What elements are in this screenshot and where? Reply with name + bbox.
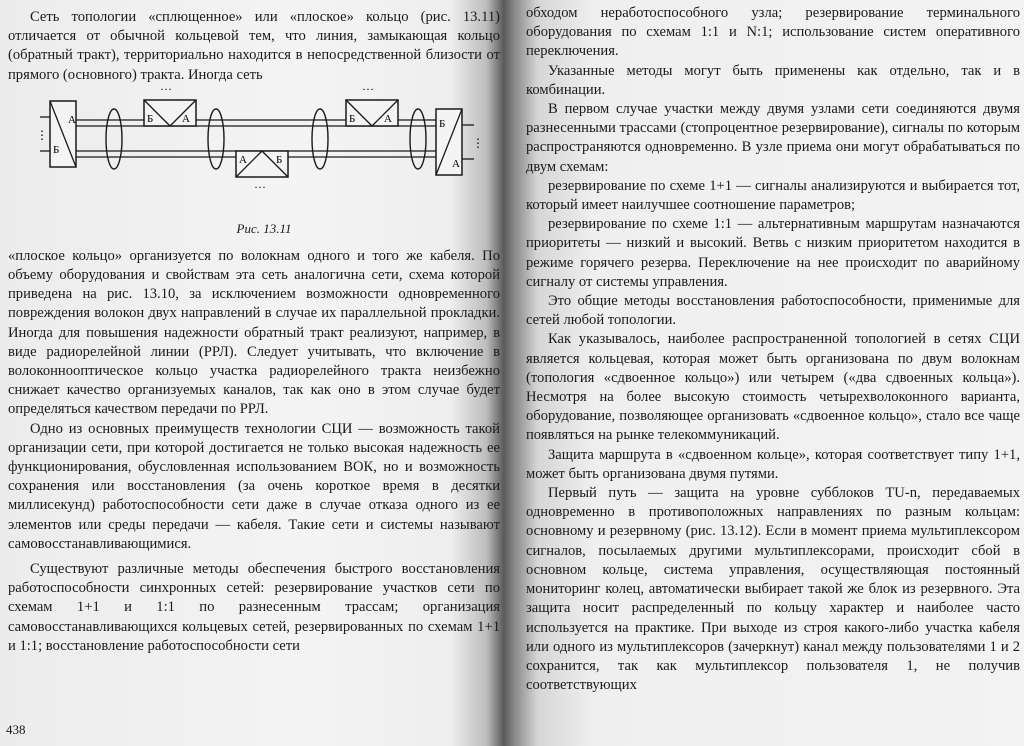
right-paragraph-1: обходом неработоспособного узла; резервирование терминального оборудования по схемам 1:1 и N:1; использование систем оперативного переключения. [526, 5, 1020, 60]
node-right [436, 109, 484, 175]
page-number: 438 [6, 722, 26, 737]
node-left-label-b: Б [53, 143, 60, 156]
node-bottom-dots: ··· [254, 179, 266, 194]
node-top1-label-a: А [182, 112, 190, 125]
right-page [526, 4, 1020, 744]
node-bottom-label-a: А [239, 153, 247, 166]
node-top2-label-b: Б [349, 112, 356, 125]
right-list-item-2: резервирование по схеме 1:1 — альтернативным маршрутам назначаются приоритеты — низкий и высокий. Ветвь с низким приоритетом находится в режиме горячего резерва. Переключение на нее происходит по аварийному сигналу от системы управления. [526, 216, 1020, 290]
node-top2-label-a: А [384, 112, 392, 125]
left-paragraph-3: Одно из основных преимуществ технологии СЦИ — возможность такой организации сети, при которой достигается не только высокая надежность ее функционирования, обусловленная использованием ВОК, но и возможность сохранения или восстановления (за очень короткое время в десятки миллисекунд) работоспособности сети даже в случае отказа одного из ее элементов или среды передачи — кабеля. Такие сети и системы называют самовосстанавливающимися. [8, 420, 500, 552]
right-paragraph-7: Первый путь — защита на уровне субблоков TU-n, передаваемых одновременно в противоположных направлениях по разным кольцам: основному и резервному (рис. 13.12). Если в момент приема мультиплексором сигналов, посылаемых другими мультиплексорами, происходит сбой в основном кольце, система управления, осуществляющая постоянный мониторинг колец, автоматически выбирает такой же блок из резервного. Эта защита носит распределенный по кольцу характер и наиболее часто используется на практике. При выходе из строя какого-либо участка кабеля или одного из мультиплексоров (зачеркнут) канал между пользователями 1 и 2 сохранится, так как мультиплексор пользователя 1, не получив соответствующих [526, 485, 1020, 694]
node-top2-dots: ··· [362, 86, 374, 96]
figure-13-11 [26, 87, 486, 217]
node-left-label-a: А [68, 113, 76, 126]
left-paragraph-4: Существуют различные методы обеспечения быстрого восстановления работоспособности синхронных сетей: резервирование участков сети по схемам 1+1 и 1:1 по разнесенным трассам; организация самовосстанавливающихся кольцевых сетей, резервированных по схемам 1+1 и 1:1; восстановление работоспособности сети [8, 561, 500, 654]
left-paragraph-1: Сеть топологии «сплющенное» или «плоское» кольцо (рис. 13.11) отличается от обычной кольцевой тем, что линия, замыкающая кольцо (обратный тракт), территориально находится в непосредственной близости от прямого (основного) тракта. Иногда сеть [8, 9, 500, 83]
node-top1-label-b: Б [147, 112, 154, 125]
node-bottom [236, 151, 288, 194]
node-left [36, 101, 76, 167]
node-right-dots: ⋮ [472, 135, 484, 150]
node-top-1 [144, 87, 196, 126]
node-left-dots: ⋮ [36, 127, 48, 142]
node-right-label-a: А [452, 157, 460, 170]
right-paragraph-4: Это общие методы восстановления работоспособности, применимые для сетей любой топологии. [526, 293, 1020, 329]
right-list-item-1: резервирование по схеме 1+1 — сигналы анализируются и выбирается тот, который имеет наилучшее соотношение параметров; [526, 177, 1020, 214]
figure-caption: Рис. 13.11 [236, 220, 292, 236]
flat-ring-diagram [26, 87, 486, 217]
left-paragraph-2: «плоское кольцо» организуется по волокнам одного и того же кабеля. По объему оборудования и свойствам эта сеть аналогична сети, схема которой приведена на рис. 13.10, за исключением возможности одновременного повреждения волокон двух направлений в случае их параллельной прокладки. Иногда для повышения надежности обратный тракт реализуют, например, в виде радиорелейной линии (РРЛ). Следует учитывать, что включение в волоконнооптическое кольцо участка радиорелейного тракта неизбежно снижает качество организуемых каналов, так как оно в этом случае будет определяться качеством передачи по РРЛ. [8, 247, 500, 418]
node-bottom-label-b: Б [276, 153, 283, 166]
node-right-label-b: Б [439, 117, 446, 130]
right-paragraph-3: В первом случае участки между двумя узлами сети соединяются двумя разнесенными трассами (стопроцентное резервирование), сигналы по которым распространяются одновременно. В узле приема они могут обрабатываться по двум схемам: [526, 101, 1020, 175]
node-top1-dots: ··· [160, 86, 172, 96]
right-paragraph-5: Как указывалось, наиболее распространенной топологией в сетях СЦИ является кольцевая, которая может быть организована по двум волокнам (топология «сдвоенное кольцо») или четырем («два сдвоенных кольца»). Несмотря на более высокую стоимость четырехволоконного варианта, оборудование, позволяющее организовать «сдвоенное кольцо», стало все чаще появляться на рынке телекоммуникаций. [526, 331, 1020, 444]
right-paragraph-2: Указанные методы могут быть применены как отдельно, так и в комбинации. [526, 62, 1020, 98]
node-top-2 [346, 87, 398, 126]
left-page [8, 8, 500, 728]
right-paragraph-6: Защита маршрута в «сдвоенном кольце», которая соответствует типу 1+1, может быть организована двумя путями. [526, 446, 1020, 482]
